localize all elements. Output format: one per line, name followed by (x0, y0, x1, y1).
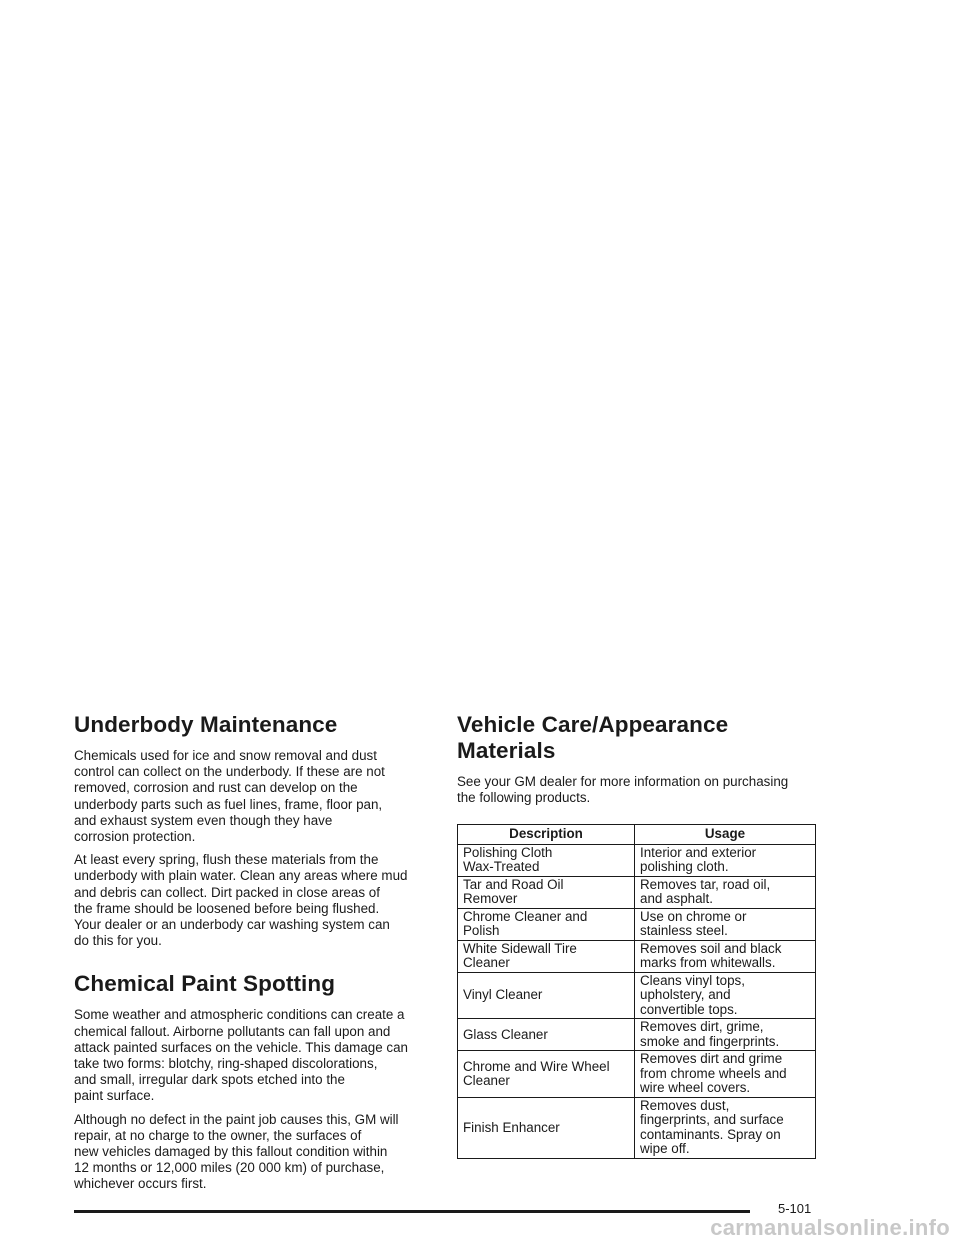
table-row (458, 1051, 816, 1098)
left-column (74, 712, 436, 1200)
paragraph-underbody-1: Chemicals used for ice and snow removal and dust control can collect on the underbody. If these are not removed, corrosion and rust can develop on the underbody parts such as fuel lines, frame, floor pan, and exhaust system even though they have corrosion protection. (74, 748, 385, 845)
materials-table (457, 824, 816, 1159)
column-header-description: Description (458, 825, 635, 845)
table-row (458, 972, 816, 1019)
cell-description: Glass Cleaner (458, 1019, 635, 1051)
paragraph-underbody-2: At least every spring, flush these materials from the underbody with plain water. Clean any areas where mud and debris can collect. Dirt packed in close areas of the frame should be loosened before being flushed. Your dealer or an underbody car washing system can do this for you. (74, 852, 408, 949)
cell-usage: Use on chrome or stainless steel. (635, 908, 816, 940)
cell-description: White Sidewall Tire Cleaner (458, 940, 635, 972)
paragraph-chemical-2: Although no defect in the paint job causes this, GM will repair, at no charge to the owner, the surfaces of new vehicles damaged by this fallout condition within 12 months or 12,000 miles (20 000 km) of purchase, whichever occurs first. (74, 1111, 399, 1192)
table-row (458, 940, 816, 972)
table-row (458, 876, 816, 908)
watermark-text: carmanualsonline.info (710, 1215, 950, 1240)
table-row (458, 844, 816, 876)
cell-description: Polishing Cloth Wax-Treated (458, 844, 635, 876)
cell-usage: Removes dust, fingerprints, and surface contaminants. Spray on wipe off. (635, 1097, 816, 1158)
cell-description: Finish Enhancer (458, 1097, 635, 1158)
table-row (458, 1097, 816, 1158)
cell-usage: Removes soil and black marks from whitewalls. (635, 940, 816, 972)
heading-underbody-maintenance: Underbody Maintenance (74, 712, 338, 737)
footer-rule (74, 1210, 750, 1213)
cell-usage: Removes dirt and grime from chrome wheels and wire wheel covers. (635, 1051, 816, 1098)
cell-description: Vinyl Cleaner (458, 972, 635, 1019)
heading-chemical-paint-spotting: Chemical Paint Spotting (74, 971, 336, 997)
page-number: 5-101 (778, 1201, 812, 1216)
right-column (457, 712, 819, 1159)
cell-description: Tar and Road Oil Remover (458, 876, 635, 908)
cell-usage: Removes tar, road oil, and asphalt. (635, 876, 816, 908)
paragraph-chemical-1: Some weather and atmospheric conditions can create a chemical fallout. Airborne pollutants can fall upon and attack painted surfaces on the vehicle. This damage can take two forms: blotchy, ring-shaped discolorations, and small, irregular dark spots etched into the paint surface. (74, 1007, 408, 1104)
table-header-row (458, 825, 816, 845)
heading-vehicle-care-materials: Vehicle Care/Appearance Materials (457, 712, 729, 763)
cell-description: Chrome and Wire Wheel Cleaner (458, 1051, 635, 1098)
cell-usage: Removes dirt, grime, smoke and fingerprints. (635, 1019, 816, 1051)
cell-usage: Interior and exterior polishing cloth. (635, 844, 816, 876)
table-row (458, 908, 816, 940)
cell-usage: Cleans vinyl tops, upholstery, and convertible tops. (635, 972, 816, 1019)
table-row (458, 1019, 816, 1051)
cell-description: Chrome Cleaner and Polish (458, 908, 635, 940)
paragraph-materials-intro: See your GM dealer for more information on purchasing the following products. (457, 774, 789, 806)
column-header-usage: Usage (635, 825, 816, 845)
